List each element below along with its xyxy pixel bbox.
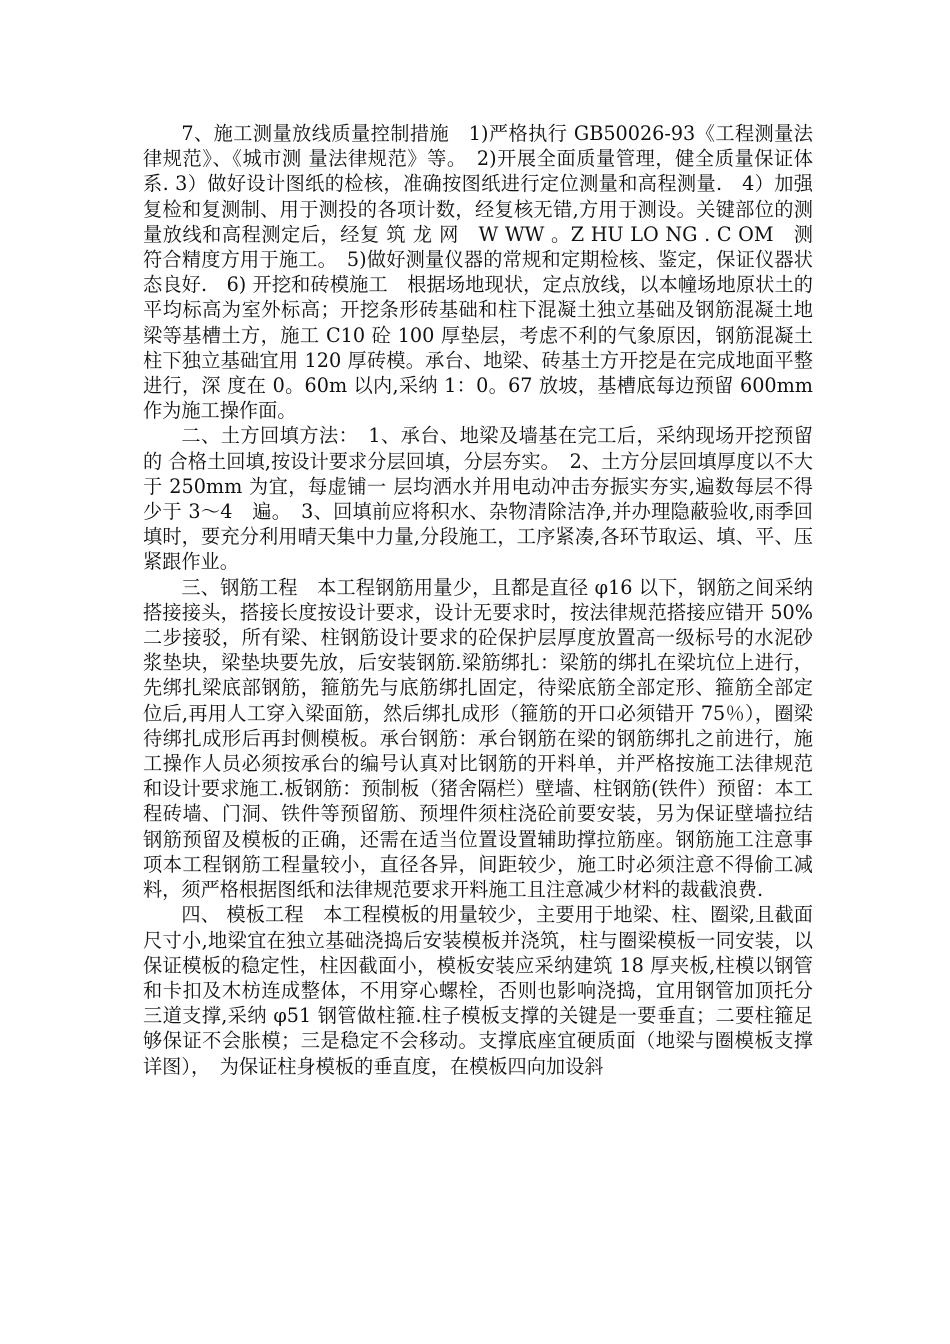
paragraph-formwork-works: 四、 模板工程 本工程模板的用量较少，主要用于地梁、柱、圈梁,且截面尺寸小,地梁宜在独立基础浇捣后安装模板并浇筑，柱与圈梁模板一同安装，以保证模板的稳定性，柱因截面小，模板安装应采纳建筑 18 厚夹板,柱模以钢管和卡扣及木枋连成整体，不用穿心螺栓，否则也影响浇捣，宜用钢管加顶托分三道支撑,采纳 φ51 钢管做柱箍.柱子模板支撑的关键是一要垂直；二要柱箍足够保证不会胀模；三是稳定不会移动。支撑底座宜硬质面（地梁与圈模板支撑详图）， 为保证柱身模板的垂直度，在模板四向加设斜	[143, 903, 813, 1078]
paragraph-earth-backfill: 二、土方回填方法： 1、承台、地梁及墙基在完工后，采纳现场开挖预留的 合格土回填,按设计要求分层回填，分层夯实。 2、土方分层回填厚度以不大于 250mm 为宜，每虚铺一 层均洒水并用电动冲击夯振实夯实,遍数每层不得少于 3～4 遍。 3、回填前应将积水、杂物清除洁净,并办理隐蔽验收,雨季回填时，要充分利用晴天集中力量,分段施工，工序紧凑,各环节取运、填、平、压紧跟作业。	[143, 424, 813, 574]
paragraph-rebar-works: 三、钢筋工程 本工程钢筋用量少，且都是直径 φ16 以下，钢筋之间采纳搭接接头，搭接长度按设计要求，设计无要求时，按法律规范搭接应错开 50%二步接驳，所有梁、柱钢筋设计要求的砼保护层厚度放置高一级标号的水泥砂浆垫块，梁垫块要先放，后安装钢筋.梁筋绑扎：梁筋的绑扎在梁坑位上进行，先绑扎梁底部钢筋，箍筋先与底筋绑扎固定，待梁底筋全部定形、箍筋全部定位后,再用人工穿入梁面筋，然后绑扎成形（箍筋的开口必须错开 75％），圈梁待绑扎成形后再封侧模板。承台钢筋：承台钢筋在梁的钢筋绑扎之前进行，施工操作人员必须按承台的编号认真对比钢筋的开料单，并严格按施工法律规范和设计要求施工.板钢筋：预制板（猪舍隔栏）壁墙、柱钢筋(铁件）预留：本工程砖墙、门洞、铁件等预留筋、预埋件须柱浇砼前要安装，另为保证壁墙拉结钢筋预留及模板的正确，还需在适当位置设置辅助撑拉筋座。钢筋施工注意事项本工程钢筋工程量较小，直径各异，间距较少，施工时必须注意不得偷工减料，须严格根据图纸和法律规范要求开料施工且注意减少材料的裁截浪费.	[143, 575, 813, 902]
paragraph-survey-quality-control: 7、施工测量放线质量控制措施 1)严格执行 GB50026-93《工程测量法律规范》、《城市测 量法律规范》等。 2)开展全面质量管理，健全质量保证体系. 3）做好设计图纸的检核，准确按图纸进行定位测量和高程测量. 4）加强复检和复测制、用于测投的各项计数，经复核无错,方用于测设。关键部位的测量放线和高程测定后，经复 筑 龙 网 W WW 。Z HU LO NG . C OM 测符合精度方用于施工。 5)做好测量仪器的常规和定期检核、鉴定，保证仪器状态良好. 6) 开挖和砖模施工 根据场地现状，定点放线，以本幢场地原状土的平均标高为室外标高；开挖条形砖基础和柱下混凝土独立基础及钢筋混凝土地梁等基槽土方，施工 C10 砼 100 厚垫层，考虑不利的气象原因，钢筋混凝土柱下独立基础宜用 120 厚砖模。承台、地梁、砖基土方开挖是在完成地面平整进行，深 度在 0。60m 以内,采纳 1：0。67 放坡，基槽底每边预留 600mm 作为施工操作面。	[143, 122, 813, 423]
document-body	[143, 121, 813, 1079]
